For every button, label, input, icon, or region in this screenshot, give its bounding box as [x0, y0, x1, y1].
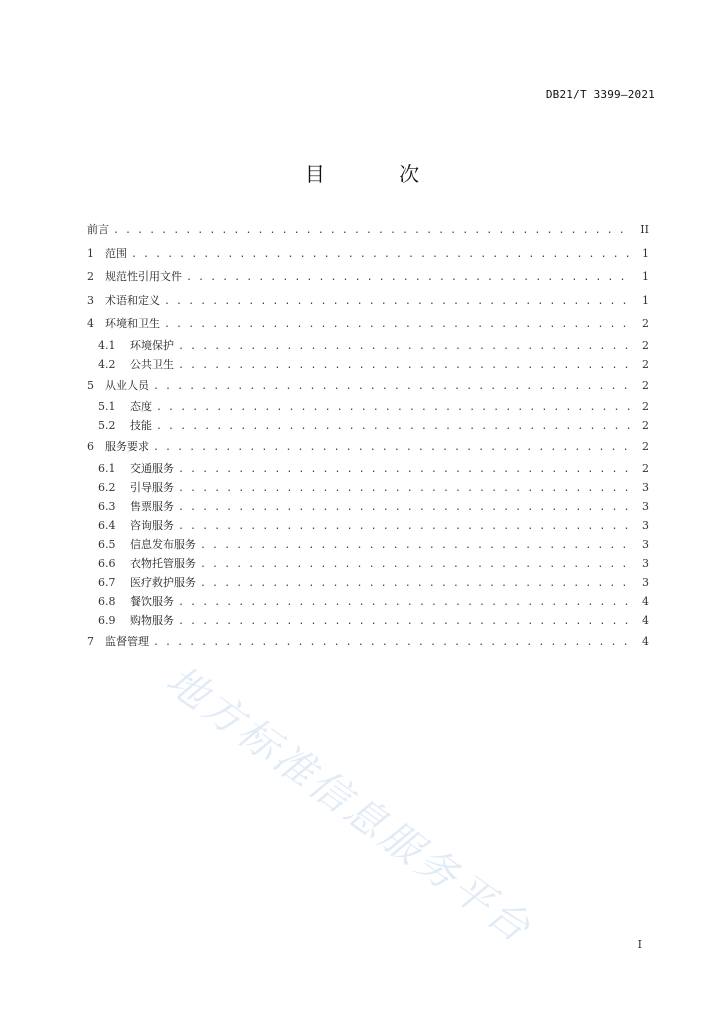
- dot-leader: [178, 356, 631, 375]
- toc-entry-label: 监督管理: [105, 634, 149, 648]
- toc-entry[interactable]: [87, 554, 649, 573]
- page-number: I: [637, 938, 642, 951]
- toc-entry-number: 6.7: [98, 575, 116, 589]
- toc-entry-label: 态度: [130, 400, 152, 413]
- toc-entry[interactable]: [87, 459, 649, 478]
- toc-entry-label: 信息发布服务: [130, 537, 196, 551]
- toc-entry[interactable]: [87, 535, 649, 554]
- toc-entry-page: 2: [642, 440, 649, 453]
- toc-entry-number: 6.6: [98, 556, 116, 570]
- toc-entry-number: 3: [87, 293, 94, 307]
- toc-entry-page: 3: [642, 537, 649, 551]
- toc-entry-label: 从业人员: [105, 378, 149, 392]
- toc-entry-page: 2: [642, 338, 649, 352]
- toc-entry-label: 规范性引用文件: [105, 270, 182, 283]
- dot-leader: [153, 631, 631, 655]
- toc-entry-page: 3: [642, 575, 649, 589]
- dot-leader: [178, 612, 631, 631]
- dot-leader: [164, 313, 631, 337]
- toc-entry[interactable]: [87, 435, 649, 459]
- watermark-text: 地方标准信息服务平台: [157, 657, 541, 954]
- toc-entry-page: 3: [642, 480, 649, 494]
- table-of-contents: [87, 218, 649, 653]
- toc-entry-label: 前言: [87, 223, 109, 236]
- toc-entry-number: 5: [87, 378, 94, 392]
- toc-entry[interactable]: [87, 516, 649, 535]
- toc-entry[interactable]: [87, 478, 649, 497]
- toc-entry-label: 术语和定义: [105, 293, 160, 307]
- dot-leader: [200, 555, 631, 574]
- toc-entry-number: 6.8: [98, 594, 116, 608]
- toc-entry[interactable]: [87, 336, 649, 355]
- toc-entry-page: 1: [642, 270, 649, 283]
- toc-entry[interactable]: [87, 397, 649, 416]
- toc-entry-page: 2: [642, 419, 649, 432]
- toc-entry[interactable]: [87, 592, 649, 611]
- toc-entry[interactable]: [87, 573, 649, 592]
- toc-entry[interactable]: [87, 374, 649, 398]
- dot-leader: [164, 290, 631, 314]
- toc-entry[interactable]: [87, 630, 649, 654]
- toc-entry-label: 咨询服务: [130, 518, 174, 532]
- dot-leader: [178, 593, 631, 612]
- toc-entry-number: 4: [87, 317, 94, 330]
- dot-leader: [178, 479, 631, 498]
- toc-entry-number: 6.1: [98, 461, 116, 475]
- toc-entry-page: 2: [642, 400, 649, 413]
- dot-leader: [156, 417, 631, 436]
- toc-entry-number: 6.9: [98, 613, 116, 627]
- toc-entry-number: 6: [87, 440, 94, 453]
- toc-entry[interactable]: [87, 265, 649, 289]
- toc-entry-page: 1: [642, 246, 649, 260]
- toc-entry-number: 6.4: [98, 518, 116, 532]
- toc-entry[interactable]: [87, 312, 649, 336]
- toc-title: 目 次: [304, 162, 454, 186]
- toc-entry[interactable]: [87, 416, 649, 435]
- toc-entry-page: 4: [642, 594, 649, 608]
- toc-entry-number: 7: [87, 634, 94, 648]
- toc-entry-number: 2: [87, 270, 94, 283]
- toc-entry-label: 餐饮服务: [130, 594, 174, 608]
- toc-entry-label: 售票服务: [130, 499, 174, 513]
- dot-leader: [153, 375, 631, 399]
- toc-entry-label: 交通服务: [130, 461, 174, 475]
- toc-entry-page: 4: [642, 634, 649, 648]
- toc-entry-label: 服务要求: [105, 440, 149, 453]
- dot-leader: [186, 266, 631, 290]
- toc-entry-number: 1: [87, 246, 94, 260]
- dot-leader: [178, 517, 631, 536]
- toc-entry-label: 医疗救护服务: [130, 575, 196, 589]
- dot-leader: [131, 243, 631, 267]
- dot-leader: [178, 460, 631, 479]
- toc-entry-page: 1: [642, 293, 649, 307]
- toc-entry-page: 3: [642, 518, 649, 532]
- dot-leader: [178, 337, 631, 356]
- toc-entry-page: 3: [642, 556, 649, 570]
- toc-entry-label: 技能: [130, 419, 152, 432]
- toc-entry[interactable]: [87, 611, 649, 630]
- toc-entry[interactable]: [87, 355, 649, 374]
- toc-entry-page: II: [640, 223, 649, 236]
- toc-entry-page: 2: [642, 317, 649, 330]
- dot-leader: [153, 436, 631, 460]
- toc-entry-label: 环境和卫生: [105, 317, 160, 330]
- toc-entry-label: 环境保护: [130, 338, 174, 352]
- toc-entry-page: 2: [642, 378, 649, 392]
- toc-entry[interactable]: [87, 242, 649, 266]
- toc-entry[interactable]: [87, 289, 649, 313]
- toc-entry-label: 范围: [105, 246, 127, 260]
- toc-entry-page: 3: [642, 499, 649, 513]
- toc-entry-label: 公共卫生: [130, 357, 174, 371]
- toc-entry-page: 4: [642, 613, 649, 627]
- toc-entry-page: 2: [642, 461, 649, 475]
- toc-entry[interactable]: [87, 218, 649, 242]
- dot-leader: [178, 498, 631, 517]
- document-code: DB21/T 3399—2021: [545, 88, 655, 101]
- toc-entry-label: 引导服务: [130, 480, 174, 494]
- toc-entry[interactable]: [87, 497, 649, 516]
- toc-entry-number: 5.2: [98, 419, 116, 432]
- toc-entry-page: 2: [642, 357, 649, 371]
- dot-leader: [200, 536, 631, 555]
- dot-leader: [156, 398, 631, 417]
- dot-leader: [113, 219, 631, 243]
- toc-entry-label: 购物服务: [130, 613, 174, 627]
- toc-entry-number: 6.3: [98, 499, 116, 513]
- toc-entry-number: 4.1: [98, 338, 116, 352]
- dot-leader: [200, 574, 631, 593]
- toc-entry-number: 6.5: [98, 537, 116, 551]
- toc-entry-number: 4.2: [98, 357, 116, 371]
- toc-entry-label: 衣物托管服务: [130, 556, 196, 570]
- toc-entry-number: 6.2: [98, 480, 116, 494]
- toc-entry-number: 5.1: [98, 400, 116, 413]
